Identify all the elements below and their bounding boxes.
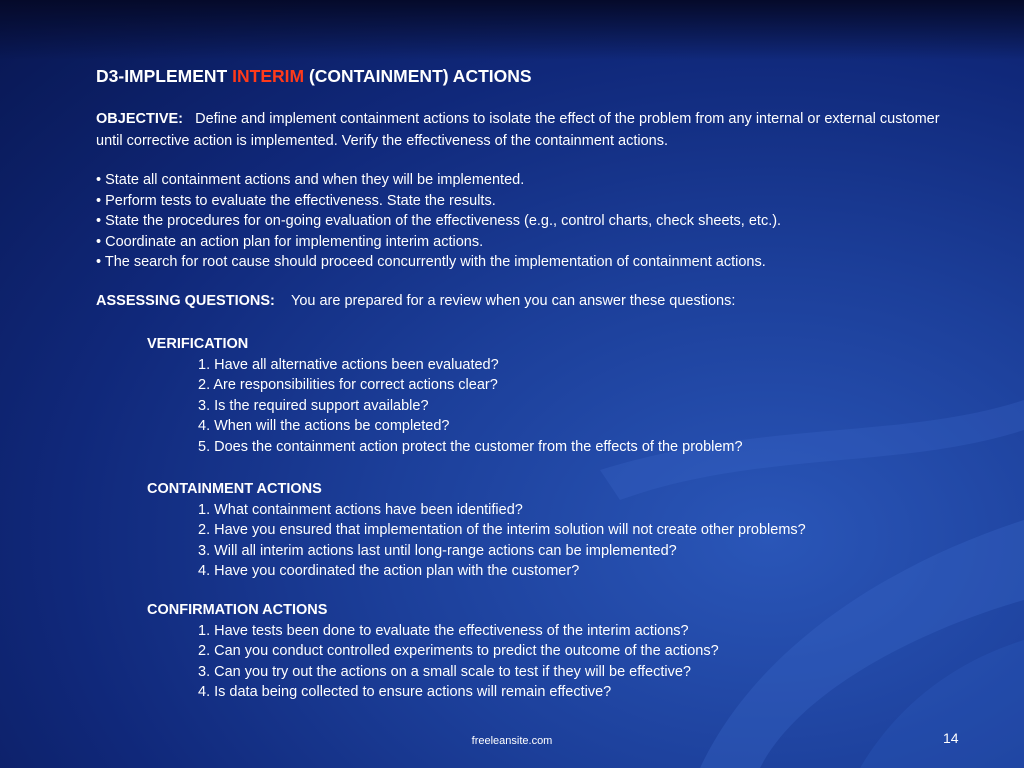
question-section — [96, 334, 743, 457]
assessing-questions — [96, 293, 735, 309]
section-title: VERIFICATION — [147, 336, 249, 352]
assessing-text: You are prepared for a review when you can answer these questions: — [291, 293, 736, 309]
objective-text: Define and implement containment actions to isolate the effect of the problem from any internal or external customer until corrective action is implemented. Verify the effectiveness of the containment actions. — [96, 111, 940, 149]
question-item: 1. Have tests been done to evaluate the effectiveness of the interim actions? — [198, 622, 689, 639]
question-list — [198, 500, 806, 582]
question-list — [198, 355, 743, 458]
question-section — [96, 479, 806, 582]
question-item: 1. Have all alternative actions been evaluated? — [198, 356, 499, 373]
section-title: CONFIRMATION ACTIONS — [147, 602, 328, 618]
page-number: 14 — [943, 730, 959, 746]
question-item: 4. When will the actions be completed? — [198, 418, 450, 434]
assessing-label: ASSESSING QUESTIONS: — [96, 293, 275, 309]
question-item: 2. Can you conduct controlled experiments to predict the outcome of the actions? — [198, 643, 719, 659]
bullet-list — [96, 170, 781, 273]
question-item: 2. Are responsibilities for correct actions clear? — [198, 377, 498, 393]
question-item: 4. Is data being collected to ensure actions will remain effective? — [198, 684, 612, 700]
bullet-item: • State the procedures for on-going evaluation of the effectiveness (e.g., control charts, check sheets, etc.). — [96, 213, 782, 229]
title-prefix: D3-IMPLEMENT — [96, 66, 233, 86]
bullet-item: • Perform tests to evaluate the effectiveness. State the results. — [96, 192, 496, 209]
title-accent: INTERIM — [232, 66, 305, 86]
title-suffix: (CONTAINMENT) ACTIONS — [304, 66, 532, 86]
objective-label: OBJECTIVE: — [96, 111, 184, 127]
question-item: 1. What containment actions have been identified? — [198, 501, 523, 518]
section-title: CONTAINMENT ACTIONS — [147, 481, 322, 497]
question-section — [96, 600, 719, 703]
slide-title — [96, 66, 532, 87]
question-item: 2. Have you ensured that implementation of the interim solution will not create other problems? — [198, 522, 806, 538]
footer-site: freeleansite.com — [471, 735, 553, 747]
question-list — [198, 621, 719, 703]
question-item: 3. Will all interim actions last until long-range actions can be implemented? — [198, 542, 677, 559]
question-item: 5. Does the containment action protect the customer from the effects of the problem? — [198, 438, 743, 455]
objective-paragraph — [96, 108, 956, 152]
bullet-item: • Coordinate an action plan for implementing interim actions. — [96, 233, 484, 250]
question-item: 3. Can you try out the actions on a small scale to test if they will be effective? — [198, 663, 691, 680]
question-item: 4. Have you coordinated the action plan with the customer? — [198, 563, 580, 579]
question-item: 3. Is the required support available? — [198, 397, 429, 414]
bullet-item: • State all containment actions and when they will be implemented. — [96, 172, 525, 188]
bullet-item: • The search for root cause should proceed concurrently with the implementation of containment actions. — [96, 254, 766, 270]
